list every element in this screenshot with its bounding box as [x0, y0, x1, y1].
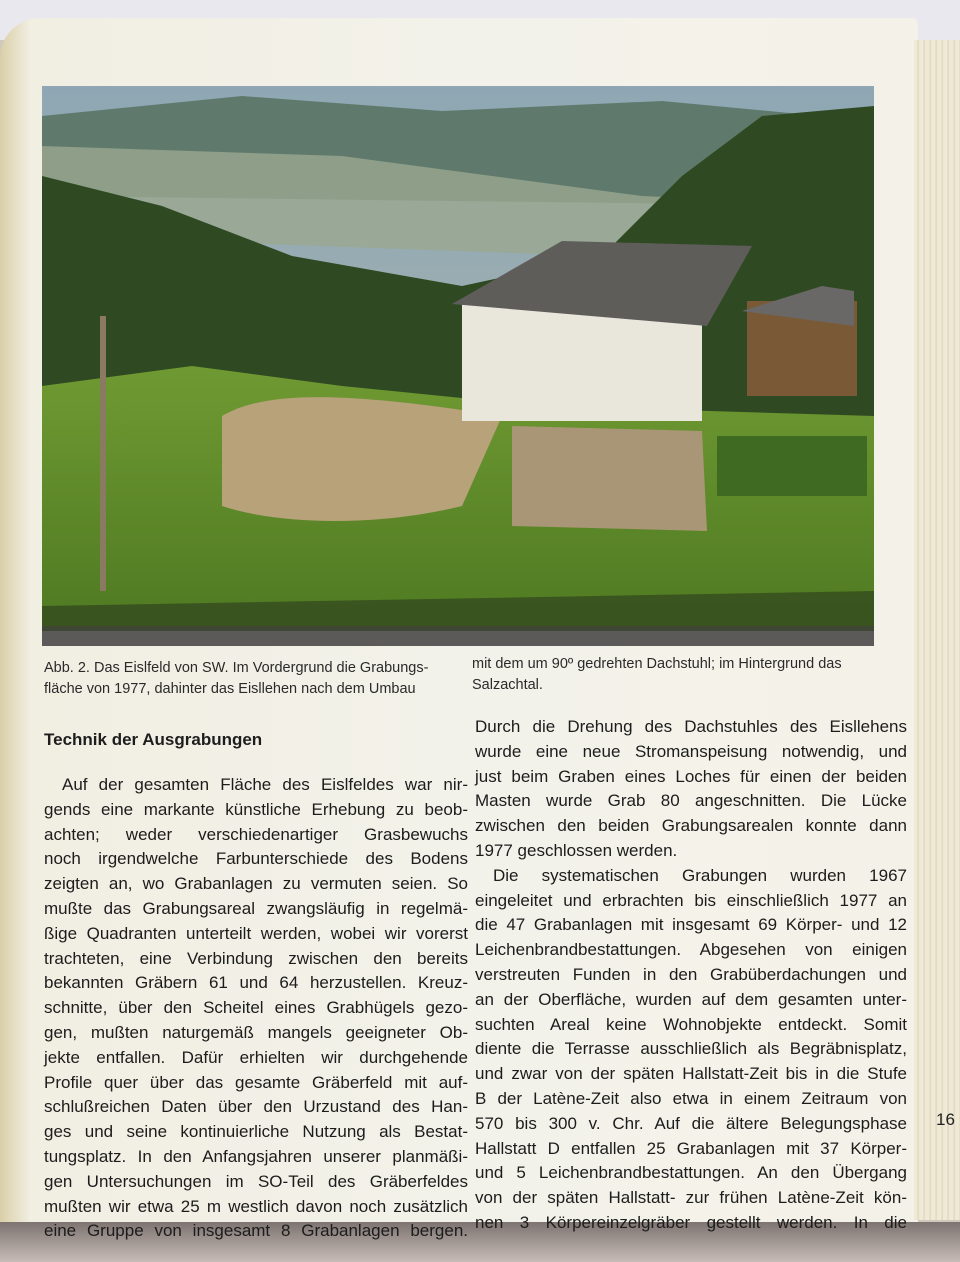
left-text-column [44, 773, 468, 1244]
text-line: tungsplatz. In den Anfangsjahren unserer planmäßi- [44, 1146, 468, 1166]
text-line: ges und seine kontinuierliche Nutzung als Bestat- [44, 1122, 468, 1142]
text-line: eine Gruppe von insgesamt 8 Grabanlagen bergen. [44, 1221, 468, 1241]
text-line: Durch die Drehung des Dachstuhles des Eisllehens [475, 717, 907, 736]
text-line: Leichenbrandbestattungen. Abgesehen von einigen [475, 940, 907, 960]
caption-line: fläche von 1977, dahinter das Eisllehen nach dem Umbau [44, 681, 416, 697]
text-line: B der Latène-Zeit also etwa in einem Zeitraum von [475, 1088, 907, 1108]
section-heading: Technik der Ausgrabungen [44, 730, 263, 749]
text-line: achten; weder verschiedenartiger Grasbewuchs [44, 824, 468, 844]
text-line: gen Untersuchungen im SO-Teil des Gräberfeldes [44, 1171, 468, 1191]
text-line: nen 3 Körpereinzelgräber gestellt werden. In die [475, 1212, 907, 1232]
text-line: von der späten Hallstatt- zur frühen Latène-Zeit kön- [475, 1188, 907, 1208]
text-line: und zwar von der späten Hallstatt-Zeit bis in die Stufe [475, 1064, 907, 1084]
text-line: jekte entfallen. Dafür erhielten wir durchgehende [44, 1047, 468, 1067]
text-line: eingeleitet und erbrachten bis einschließlich 1977 an [475, 890, 907, 910]
text-line: diente die Terrasse ausschließlich als Begräbnisplatz, [475, 1039, 907, 1059]
page-number: 16 [936, 1110, 955, 1129]
text-line: zeigten an, wo Grabanlagen zu vermuten seien. So [44, 874, 468, 894]
text-line: 570 bis 300 v. Chr. Auf die ältere Belegungsphase [475, 1113, 907, 1133]
text-line: Auf der gesamten Fläche des Eislfeldes war nir- [62, 775, 468, 794]
text-line: Hallstatt D entfallen 25 Grabanlagen mit 37 Körper- [475, 1138, 907, 1158]
caption-line: Abb. 2. Das Eislfeld von SW. Im Vordergrund die Grabungs- [44, 660, 429, 676]
caption-line: Salzachtal. [472, 677, 543, 693]
text-line: trachteten, eine Verbindung zwischen den bereits [44, 948, 468, 968]
right-text-column [475, 715, 907, 1236]
text-line: schnitte, über den Scheitel eines Grabhügels gezo- [44, 998, 468, 1018]
text-line: die 47 Grabanlagen mit insgesamt 69 Körper- und 12 [475, 915, 907, 935]
text-line: und 5 Leichenbrandbestattungen. An den Übergang [475, 1163, 907, 1183]
caption-line: mit dem um 90º gedrehten Dachstuhl; im Hintergrund das [472, 656, 842, 672]
text-line: Die systematischen Grabungen wurden 1967 [493, 865, 907, 885]
text-line: zwischen den beiden Grabungsarealen konnte dann [475, 816, 907, 836]
text-line: schlußreichen Daten über den Urzustand des Han- [44, 1097, 468, 1117]
figure-caption-right [472, 654, 842, 696]
text-line: gends eine markante künstliche Erhebung zu beob- [44, 799, 468, 819]
text-line: ßige Quadranten unterteilt werden, wobei wir vorerst [44, 923, 468, 943]
text-line: just beim Graben eines Loches für einen der beiden [475, 766, 907, 786]
text-line: noch irgendwelche Farbunterschiede des Bodens [44, 849, 468, 869]
text-line: 1977 geschlossen werden. [475, 840, 678, 860]
text-line: bekannten Gräbern 61 und 64 herzustellen. Kreuz- [44, 973, 468, 993]
text-line: mußte das Grabungsareal zwangsläufig in regelmä- [44, 898, 468, 918]
page-edges [914, 40, 960, 1220]
text-line: suchten Areal keine Wohnobjekte entdeckt. Somit [475, 1014, 907, 1034]
text-line: gen, mußten naturgemäß mangels geeigneter Ob- [44, 1022, 468, 1042]
text-line: verstreuten Funden in den Grabüberdachungen und [475, 964, 907, 984]
text-line: Masten wurde Grab 80 angeschnitten. Die Lücke [475, 791, 907, 811]
text-line: an der Oberfläche, wurden auf dem gesamten unter- [475, 989, 907, 1009]
text-line: mußten wir etwa 25 m westlich davon noch zusätzlich [44, 1196, 468, 1216]
figure-caption-left [44, 658, 428, 700]
text-line: wurde eine neue Stromanspeisung notwendig, und [475, 741, 907, 761]
text-line: Profile quer über das gesamte Gräberfeld mit auf- [44, 1072, 468, 1092]
landscape-photo [42, 86, 874, 646]
